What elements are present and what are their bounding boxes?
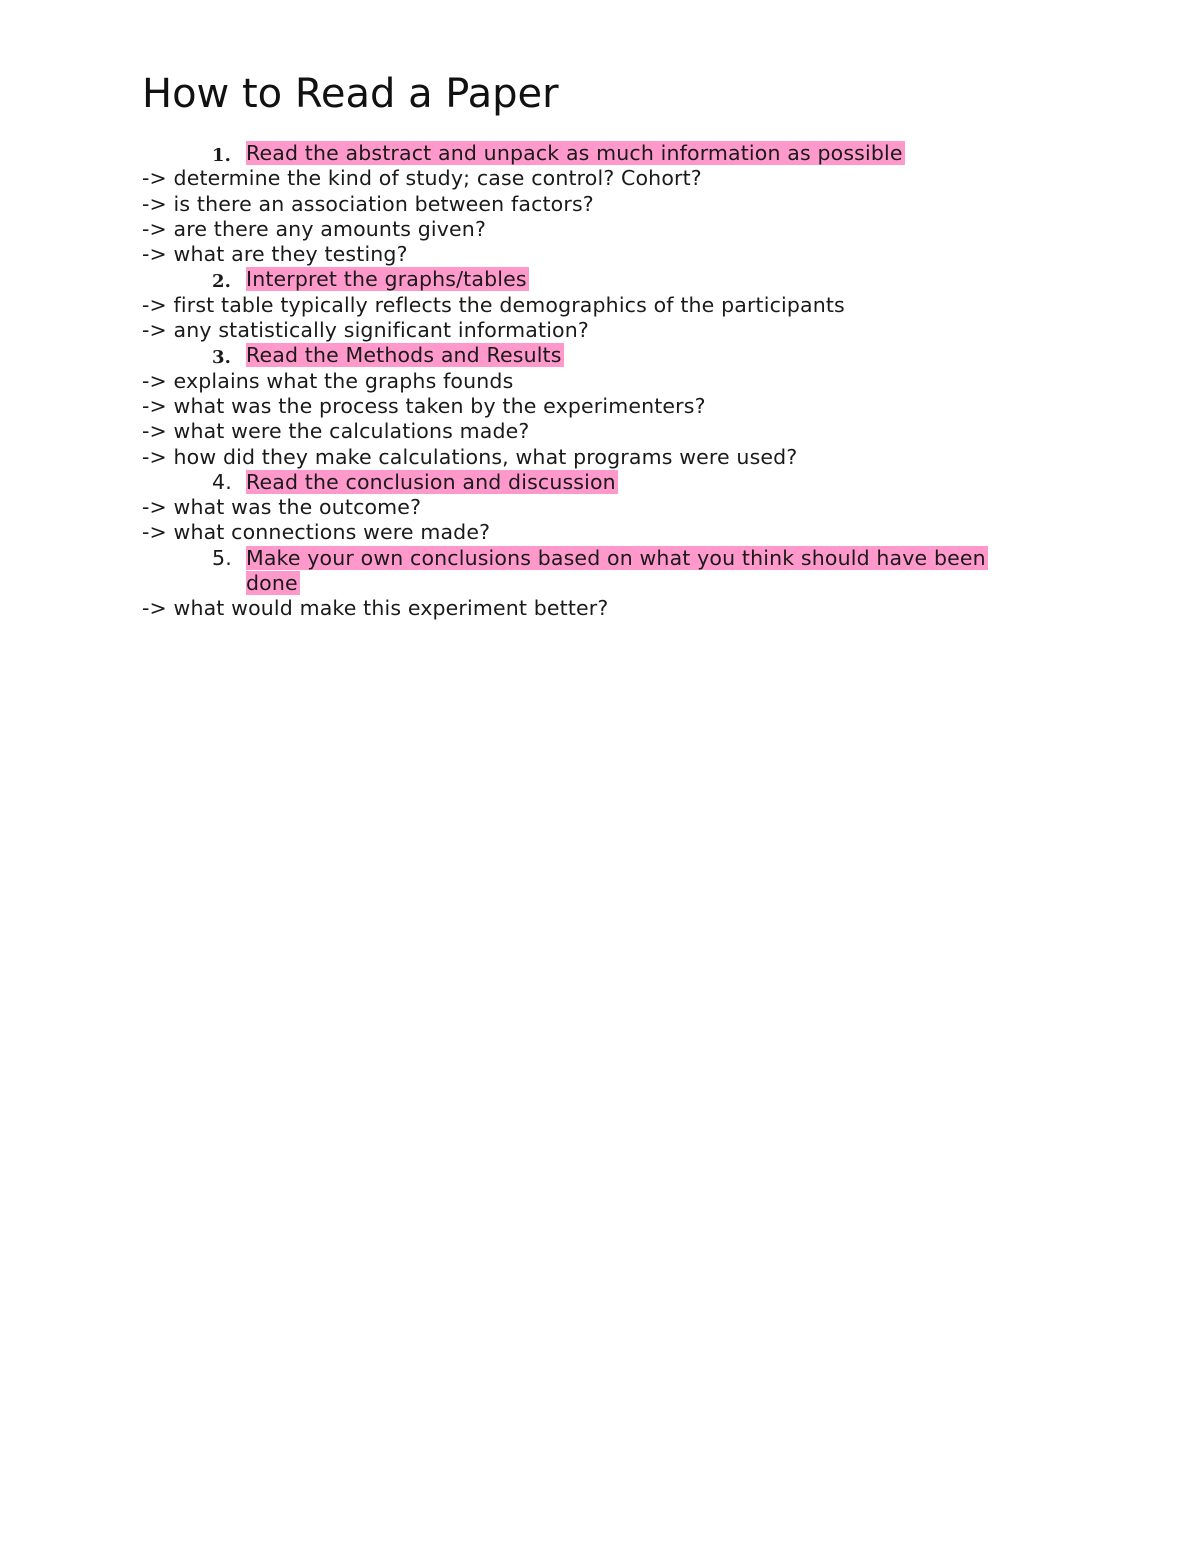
list-number: 4. xyxy=(212,469,232,494)
list-number: 1. xyxy=(212,145,232,166)
list-number: 3. xyxy=(212,347,232,369)
page-title: How to Read a Paper xyxy=(142,71,559,117)
note-line: -> what were the calculations made? xyxy=(142,419,530,444)
highlighted-heading-line-2: done xyxy=(246,571,298,596)
list-number: 5. xyxy=(212,545,232,570)
highlighted-heading: Read the abstract and unpack as much information as possible xyxy=(246,141,903,165)
list-item-4 xyxy=(142,470,1062,495)
note-line: -> is there an association between factors? xyxy=(142,191,594,216)
list-item-1 xyxy=(142,141,1062,166)
highlighted-heading: Read the Methods and Results xyxy=(246,343,562,368)
list-item-5 xyxy=(142,546,1062,597)
note-line: -> what would make this experiment better? xyxy=(142,596,609,621)
note-line: -> how did they make calculations, what programs were used? xyxy=(142,444,798,469)
note-line: -> explains what the graphs founds xyxy=(142,368,514,393)
note-line: -> what was the outcome? xyxy=(142,495,422,520)
highlighted-heading: Interpret the graphs/tables xyxy=(246,267,527,292)
highlighted-heading: Read the conclusion and discussion xyxy=(246,469,616,494)
list-item-2 xyxy=(142,267,1062,292)
note-line: -> any statistically significant information? xyxy=(142,318,589,343)
note-line: -> what was the process taken by the experimenters? xyxy=(142,393,706,418)
note-line: -> are there any amounts given? xyxy=(142,216,486,241)
list-item-3 xyxy=(142,343,1062,368)
note-line: -> what are they testing? xyxy=(142,242,408,267)
highlighted-heading-line-1: Make your own conclusions based on what you think should have been xyxy=(246,545,986,570)
list-number: 2. xyxy=(212,271,232,293)
note-line: -> determine the kind of study; case control? Cohort? xyxy=(142,166,702,191)
note-line: -> what connections were made? xyxy=(142,520,491,545)
note-line: -> first table typically reflects the demographics of the participants xyxy=(142,292,845,317)
document-body xyxy=(142,141,1062,622)
